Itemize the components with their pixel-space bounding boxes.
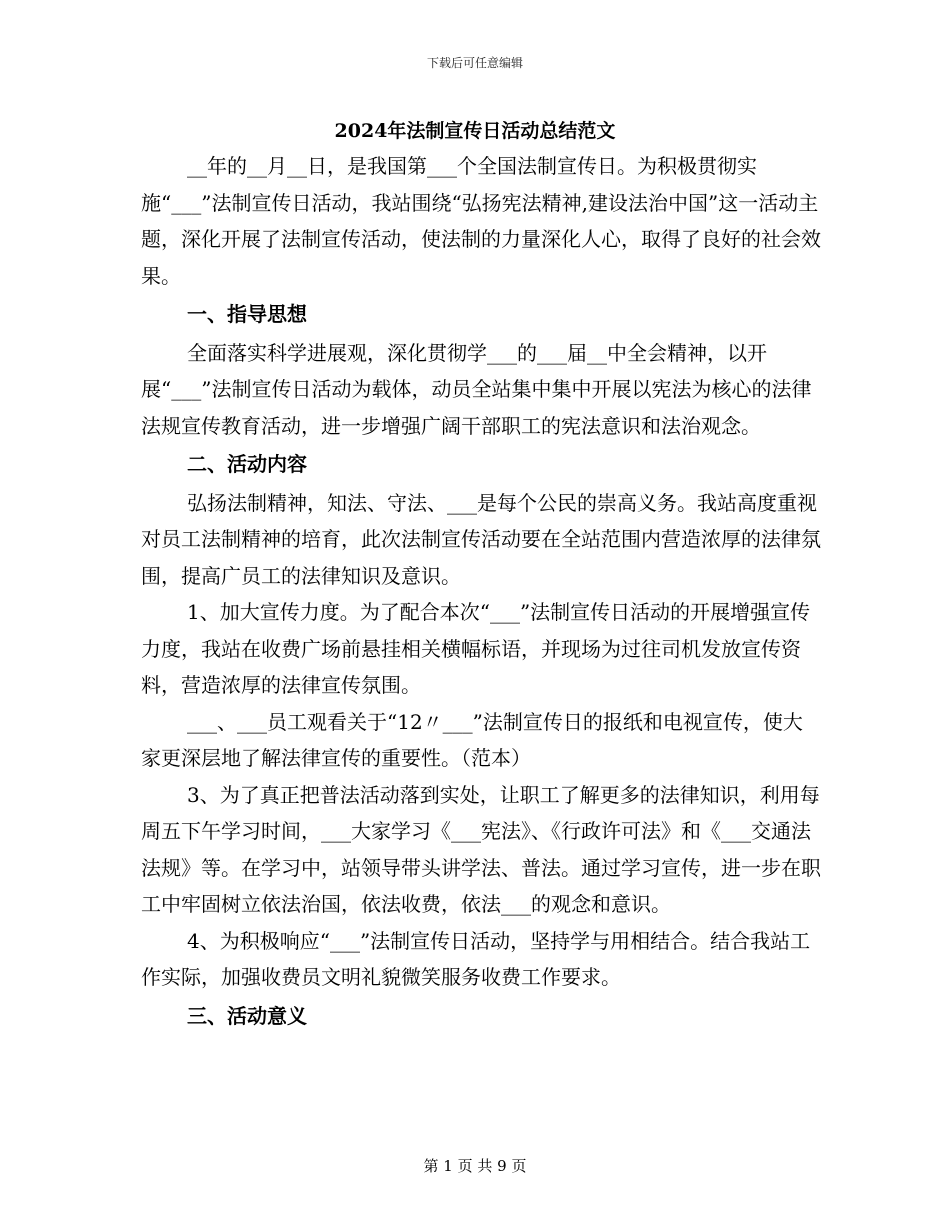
document-title: 2024年法制宣传日活动总结范文 [334, 120, 616, 142]
page-header-note: 下载后可任意编辑 [426, 56, 523, 70]
paragraph: 1、加大宣传力度。为了配合本次“___”法制宣传日活动的开展增强宣传力度，我站在收费广场前悬挂相关横幅标语，并现场为过往司机发放宣传资料，营造浓厚的法律宣传氛围。 [141, 600, 811, 697]
paragraph: 3、为了真正把普法活动落到实处，让职工了解更多的法律知识，利用每周五下午学习时间，___大家学习《___宪法》、《行政许可法》和《___交通法法规》等。在学习中，站领导带头讲学法、普法。通过学习宣传，进一步在职工中牢固树立依法治国，依法收费，依法___的观念和意识。 [141, 782, 821, 916]
paragraph: 4、为积极响应“___”法制宣传日活动，坚持学与用相结合。结合我站工作实际，加强收费员文明礼貌微笑服务收费工作要求。 [141, 928, 811, 989]
section-heading: 一、指导思想 [187, 302, 307, 326]
section-heading: 二、活动内容 [187, 452, 307, 476]
document-body [141, 148, 821, 1036]
paragraph: __年的__月__日，是我国第___个全国法制宣传日。为积极贯彻实施“___”法制宣传日活动，我站围绕“弘扬宪法精神,建设法治中国”这一活动主题，深化开展了法制宣传活动，使法制的力量深化人心，取得了良好的社会效果。 [141, 154, 821, 288]
paragraph: ___、___员工观看关于“12〃___”法制宣传日的报纸和电视宣传，使大家更深层地了解法律宣传的重要性。（范本） [141, 709, 803, 770]
paragraph: 弘扬法制精神，知法、守法、___是每个公民的崇高义务。我站高度重视对员工法制精神的培育，此次法制宣传活动要在全站范围内营造浓厚的法律氛围，提高广员工的法律知识及意识。 [141, 490, 821, 588]
section-heading: 三、活动意义 [187, 1003, 307, 1028]
paragraph: 全面落实科学进展观，深化贯彻学___的___届__中全会精神，以开展“___”法制宣传日活动为载体，动员全站集中集中开展以宪法为核心的法律法规宣传教育活动，进一步增强广阔干部职工的宪法意识和法治观念。 [141, 340, 812, 438]
page-indicator: 第 1 页 共 9 页 [423, 1157, 527, 1175]
